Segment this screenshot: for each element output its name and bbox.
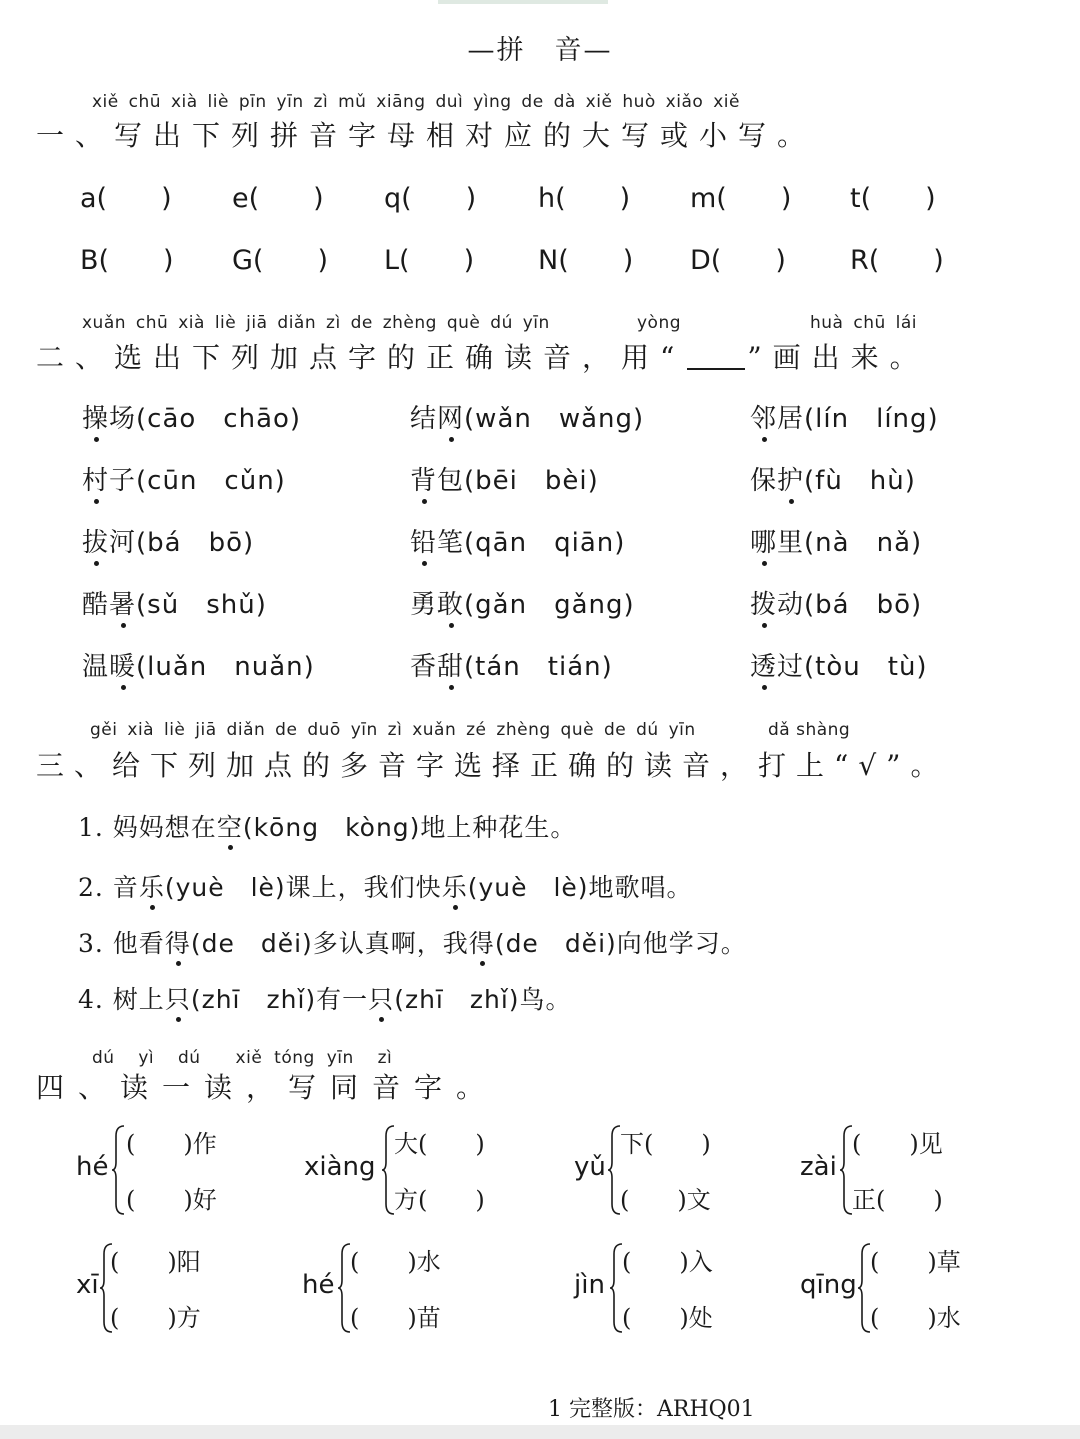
word-item: 温暖(luǎn nuǎn) [82, 652, 315, 682]
homophone-group [574, 1120, 774, 1220]
word-item: 邻居(lín líng) [750, 404, 939, 434]
pinyin-options[interactable]: (wǎn wǎng) [464, 404, 645, 434]
pinyin-options[interactable]: (qān qiān) [464, 528, 626, 558]
sentence-2: 2. 音乐(yuè lè)课上，我们快乐(yuè lè)地歌唱。 [78, 873, 693, 902]
answer-blank[interactable]: 下( ) [620, 1130, 711, 1158]
answer-blank[interactable]: ( )见 [852, 1130, 943, 1158]
bottom-band [0, 1425, 1080, 1439]
pinyin-choice[interactable]: (zhī zhǐ)有一 [190, 985, 369, 1014]
answer-blank-t[interactable]: t( ) [850, 183, 936, 214]
sentence-3: 3. 他看得(de děi)多认真啊，我得(de děi)向他学习。 [78, 929, 747, 958]
pinyin-options[interactable]: (cūn cǔn) [136, 466, 286, 496]
pinyin-options[interactable]: (sǔ shǔ) [136, 590, 267, 620]
pinyin-choice[interactable]: (yuè lè)课上，我们快 [164, 873, 442, 902]
section2-pinyin-huachulai: huà chū lái [810, 313, 918, 333]
section2-pinyin: xuǎn chū xià liè jiā diǎn zì de zhèng què dú yīn [82, 313, 550, 333]
pinyin-options[interactable]: (bá bō) [136, 528, 255, 558]
group-pinyin: zài [800, 1152, 837, 1182]
sentence-4: 4. 树上只(zhī zhǐ)有一只(zhī zhǐ)鸟。 [78, 985, 572, 1014]
answer-blank-e[interactable]: e( ) [232, 183, 324, 214]
homophone-group [304, 1120, 534, 1220]
pinyin-options[interactable]: (bēi bèi) [464, 466, 599, 496]
answer-blank[interactable]: ( )水 [350, 1248, 441, 1276]
word-item: 勇敢(gǎn gǎng) [410, 590, 635, 620]
section4-heading: 四、读一读，写同音字。 [36, 1071, 499, 1104]
word-item: 背包(bēi bèi) [410, 466, 599, 496]
answer-blank[interactable]: ( )方 [110, 1304, 201, 1332]
section1-heading: 一、写出下列拼音字母相对应的大写或小写。 [36, 119, 817, 152]
answer-blank-B[interactable]: B( ) [80, 245, 174, 276]
answer-blank-N[interactable]: N( ) [538, 245, 634, 276]
pinyin-options[interactable]: (luǎn nuǎn) [136, 652, 315, 682]
homophone-group [800, 1238, 1020, 1338]
section2-heading-part2: ”画出来。 [747, 341, 929, 374]
answer-blank[interactable]: ( )处 [622, 1304, 713, 1332]
pinyin-choice[interactable]: (de děi)多认真啊，我 [190, 929, 469, 958]
pinyin-options[interactable]: (lín líng) [804, 404, 939, 434]
answer-blank[interactable]: ( )入 [622, 1248, 713, 1276]
word-item: 操场(cāo chāo) [82, 404, 302, 434]
word-item: 哪里(nà nǎ) [750, 528, 923, 558]
top-decoration-bar [438, 0, 608, 4]
group-pinyin: hé [302, 1270, 335, 1300]
answer-blank[interactable]: ( )作 [126, 1130, 217, 1158]
answer-blank-R[interactable]: R( ) [850, 245, 944, 276]
homophone-group [76, 1238, 276, 1338]
word-item: 保护(fù hù) [750, 466, 916, 496]
pinyin-options[interactable]: (bá bō) [804, 590, 923, 620]
section2-heading-part1: 二、选出下列加点字的正确读音，用“ [36, 341, 686, 374]
word-item: 结网(wǎn wǎng) [410, 404, 645, 434]
answer-blank[interactable]: 方( ) [394, 1186, 485, 1214]
section2-pinyin-yong: yòng [637, 313, 682, 333]
section3-pinyin-dashang: dǎ shàng [768, 720, 851, 740]
group-pinyin: qīng [800, 1270, 857, 1300]
section4-pinyin: dú yì dú xiě tóng yīn zì [92, 1048, 393, 1068]
word-item: 拔河(bá bō) [82, 528, 255, 558]
section3-pinyin: gěi xià liè jiā diǎn de duō yīn zì xuǎn zé zhèng què de dú yīn [90, 720, 696, 740]
answer-blank[interactable]: ( )阳 [110, 1248, 201, 1276]
pinyin-options[interactable]: (tòu tù) [804, 652, 928, 682]
answer-blank[interactable]: ( )文 [620, 1186, 711, 1214]
section3-heading: 三、给下列加点的多音字选择正确的读音，打上“√”。 [36, 749, 949, 782]
answer-blank[interactable]: ( )苗 [350, 1304, 441, 1332]
word-item: 透过(tòu tù) [750, 652, 928, 682]
answer-blank-m[interactable]: m( ) [690, 183, 792, 214]
answer-blank[interactable]: ( )好 [126, 1186, 217, 1214]
page-title: —拼 音— [467, 35, 613, 66]
pinyin-options[interactable]: (fù hù) [804, 466, 916, 496]
answer-blank-a[interactable]: a( ) [80, 183, 172, 214]
sentence-1: 1. 妈妈想在空(kōng kòng)地上种花生。 [78, 813, 577, 842]
word-item: 拨动(bá bō) [750, 590, 923, 620]
pinyin-options[interactable]: (tán tián) [464, 652, 613, 682]
answer-blank-L[interactable]: L( ) [384, 245, 475, 276]
underline-mark-sample [687, 350, 745, 370]
page-footer: 1 完整版：ARHQ01 [548, 1397, 755, 1422]
homophone-group [302, 1238, 502, 1338]
group-pinyin: yǔ [574, 1152, 606, 1182]
answer-blank-G[interactable]: G( ) [232, 245, 328, 276]
pinyin-choice[interactable]: (de děi)向他学习。 [494, 929, 747, 958]
brace-icon [112, 1124, 126, 1216]
word-item: 香甜(tán tián) [410, 652, 613, 682]
answer-blank[interactable]: 大( ) [394, 1130, 485, 1158]
answer-blank-q[interactable]: q( ) [384, 183, 477, 214]
answer-blank-D[interactable]: D( ) [690, 245, 786, 276]
homophone-group [76, 1120, 276, 1220]
answer-blank[interactable]: ( )草 [870, 1248, 961, 1276]
pinyin-options[interactable]: (nà nǎ) [804, 528, 923, 558]
group-pinyin: jìn [574, 1270, 605, 1300]
answer-blank[interactable]: 正( ) [852, 1186, 943, 1214]
group-pinyin: xī [76, 1270, 99, 1300]
answer-blank-h[interactable]: h( ) [538, 183, 631, 214]
group-pinyin: hé [76, 1152, 109, 1182]
homophone-group [800, 1120, 1020, 1220]
pinyin-choice[interactable]: (yuè lè)地歌唱。 [467, 873, 693, 902]
pinyin-options[interactable]: (gǎn gǎng) [464, 590, 635, 620]
pinyin-choice[interactable]: (kōng kòng)地上种花生。 [242, 813, 577, 842]
pinyin-options[interactable]: (cāo chāo) [136, 404, 302, 434]
answer-blank[interactable]: ( )水 [870, 1304, 961, 1332]
group-pinyin: xiàng [304, 1152, 376, 1182]
section2-heading [36, 336, 929, 376]
word-item: 村子(cūn cǔn) [82, 466, 286, 496]
pinyin-choice[interactable]: (zhī zhǐ)鸟。 [394, 985, 572, 1014]
word-item: 铅笔(qān qiān) [410, 528, 626, 558]
word-item: 酷暑(sǔ shǔ) [82, 590, 267, 620]
homophone-group [574, 1238, 774, 1338]
section1-pinyin: xiě chū xià liè pīn yīn zì mǔ xiāng duì yìng de dà xiě huò xiǎo xiě [92, 92, 740, 112]
